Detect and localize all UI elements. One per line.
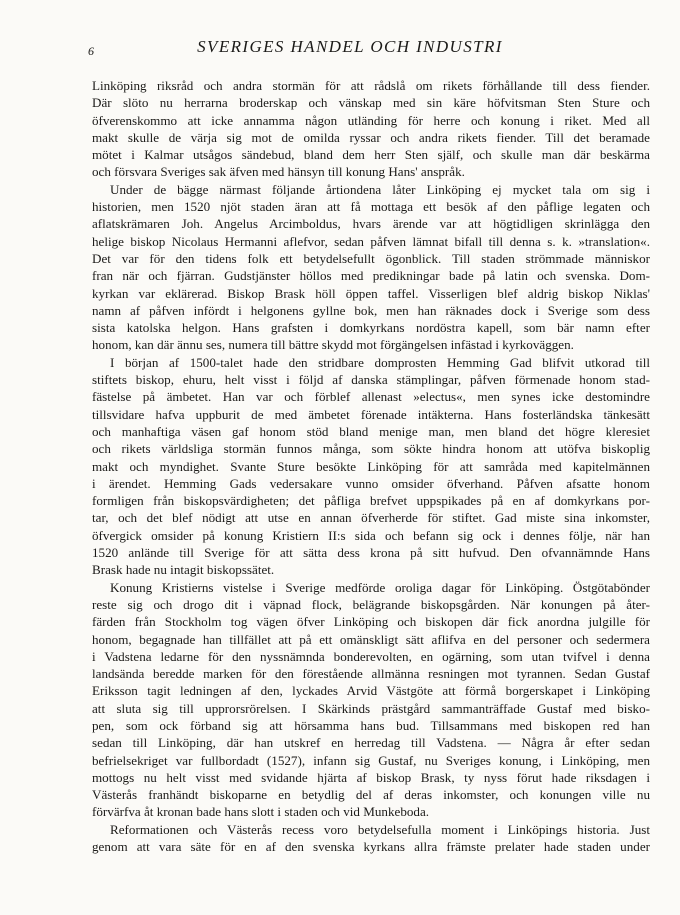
text-line: och rikets världsliga stormän funnos många, som sökte hindra honom att utöfva biskoplig	[92, 441, 650, 457]
text-line: öfverenskommo att icke annamma någon utländing för herre och konung i riket. Med all	[92, 112, 650, 128]
text-line: Där slöto nu herrarna broderskap och vänskap med sin käre höfvitsman Sten Sture och	[92, 95, 650, 111]
text-line: befrielsekriget var fullbordadt (1527), infann sig Gustaf, nu Sveriges konung, i Linköping, men	[92, 752, 650, 768]
text-line: mottogs nu helt visst med svidande hjärta af biskop Brask, ty nyss förut hade riksdagen i	[92, 769, 650, 785]
text-line: Eriksson tagit ledningen af den, lyckades Arvid Västgöte att förmå borgerskapet i Linköping	[92, 683, 650, 699]
text-line: fran när och fjärran. Gudstjänster höllos med predikningar bade på latin och svenska. Dom-	[92, 268, 650, 284]
text-line: Det var för den tidens folk ett betydelsefullt ögonblick. Till staden strömmade människor	[92, 250, 650, 266]
text-line: Brask hade nu intagit biskopssätet.	[92, 562, 275, 578]
text-line: sista katolska helgon. Hans grafsten i domkyrkans nordöstra kapell, som bär namn efter	[92, 320, 650, 336]
text-line: helige biskop Nicolaus Hermanni aflefvor, sedan påfven lämnat bifall till denna s. k. »translation«.	[92, 233, 650, 249]
text-line: och manhaftiga väsen gaf honom stöd bland menige man, men bland det högre kleresiet	[92, 423, 650, 439]
text-line: honom, begagnade han tillfället att på ett omänskligt sätt aflifva en del personer och sedermera	[92, 631, 650, 647]
text-line: Västerås franhändt biskoparne en betydlig del af deras inkomster, och konungen ville nu	[92, 787, 650, 803]
text-line: namn af påfven infördt i helgonens gyllne bok, men han räknades dock i Sverige som dess	[92, 302, 650, 318]
text-line: historien, men 1520 njöt staden äran att få mottaga ett besök af den påflige legaten och	[92, 199, 650, 215]
text-line: att sluta sig till upprorsrörelsen. I Skärkinds prästgård sammanträffade Gustaf med bisko-	[92, 700, 650, 716]
text-line: aflatskrämaren Joh. Angelus Arcimboldus, hvars ärende var att högtidligen skrinlägga den	[92, 216, 650, 232]
running-head: SVERIGES HANDEL OCH INDUSTRI	[197, 37, 503, 56]
text-line: landsända beredde marken för den förestående allmänna resningen mot tyrannen. Sedan Gustaf	[92, 666, 650, 682]
text-line: sedan till Linköping, där han utskref en herredag till Vadstena. — Några år efter sedan	[92, 735, 650, 751]
text-line: makt skulle de värja sig mot de omilda ryssar och andra rikets fiender. Till det beramade	[92, 129, 650, 145]
text-line: genom att vara säte för en af den svenska kyrkans allra främste prelater hade staden under	[92, 839, 650, 855]
text-line: pen, som ock förband sig att hörsamma hans bud. Tillsammans med biskopen red han	[92, 717, 650, 733]
text-line: färden från Stockholm tog vägen öfver Linköping och biskopen där fick anordna julgille för	[92, 614, 650, 630]
text-line: Reformationen och Västerås recess voro betydelsefulla moment i Linköpings historia. Just	[110, 821, 650, 837]
text-line: honom, kan där ännu ses, numera till bättre skydd mot förgängelsen infästad i kyrkoväggen.	[92, 337, 574, 353]
text-line: öfvergick omsider på konung Kristiern II:s sida och befann sig ock i dennes följe, när han	[92, 527, 650, 543]
text-line: makt och myndighet. Svante Sture besökte Linköping för att samråda med kapitelmännen	[92, 458, 650, 474]
text-line: I början af 1500-talet hade den stridbare domprosten Hemming Gad blifvit utkorad till	[110, 354, 650, 370]
text-line: förvärfva åt kronan bade hans slott i staden och vid Munkeboda.	[92, 804, 430, 820]
text-line: fästelse på ämbetet. Han var och förblef allenast »electus«, men synes icke destomindre	[92, 389, 650, 405]
text-line: i ärendet. Hemming Gads vedersakare vunno omsider öfverhand. Påfven afsatte honom	[92, 475, 650, 491]
text-line: kyrkan var eklärerad. Biskop Brask höll öppen taffel. Visserligen blef aldrig biskop Niklas'	[92, 285, 650, 301]
page-number: 6	[88, 44, 94, 58]
text-line: tar, och det blef nödigt att utse en annan öfverherde för stiftet. Gad miste sina inkomster,	[92, 510, 650, 526]
text-line: mötet i Kalmar utsågos sändebud, bland dem herr Sten själf, och skulle man där beskärma	[92, 147, 650, 163]
text-line: tillsvidare hafva uppburit de med ämbetet förenade intäkterna. Hans fosterländska tänkesätt	[92, 406, 650, 422]
text-line: reste sig och drogo dit i väpnad flock, belägrande biskopsgården. När konungen på åter-	[92, 596, 650, 612]
text-line: Linköping riksråd och andra stormän för att rådslå om rikets förhållande till dess fiender.	[92, 78, 650, 93]
text-line: formligen från biskopsvärdigheten; det påfliga brefvet uppspikades på en af domkyrkans por-	[92, 493, 650, 509]
text-line: i Vadstena ledarne för den nyssnämnda bonderevolten, en ogärning, som utan tvifvel i denna	[92, 648, 650, 664]
text-line: stiftets biskop, ehuru, helt visst i följd af danska stämplingar, påfven förmenade honom stad-	[92, 372, 650, 388]
body-text	[92, 77, 650, 855]
text-line: Under de bägge närmast följande årtiondena låter Linköping ej mycket tala om sig i	[110, 181, 650, 197]
text-line: Konung Kristierns vistelse i Sverige medförde oroliga dagar för Linköping. Östgötabönder	[110, 579, 650, 595]
text-line: 1520 anlände till Sverige för att sätta dess krona på sitt hufvud. Den ofvannämnde Hans	[92, 545, 650, 561]
text-line: och försvara Sveriges sak äfven med hänsyn till konung Hans' anspråk.	[92, 164, 465, 180]
